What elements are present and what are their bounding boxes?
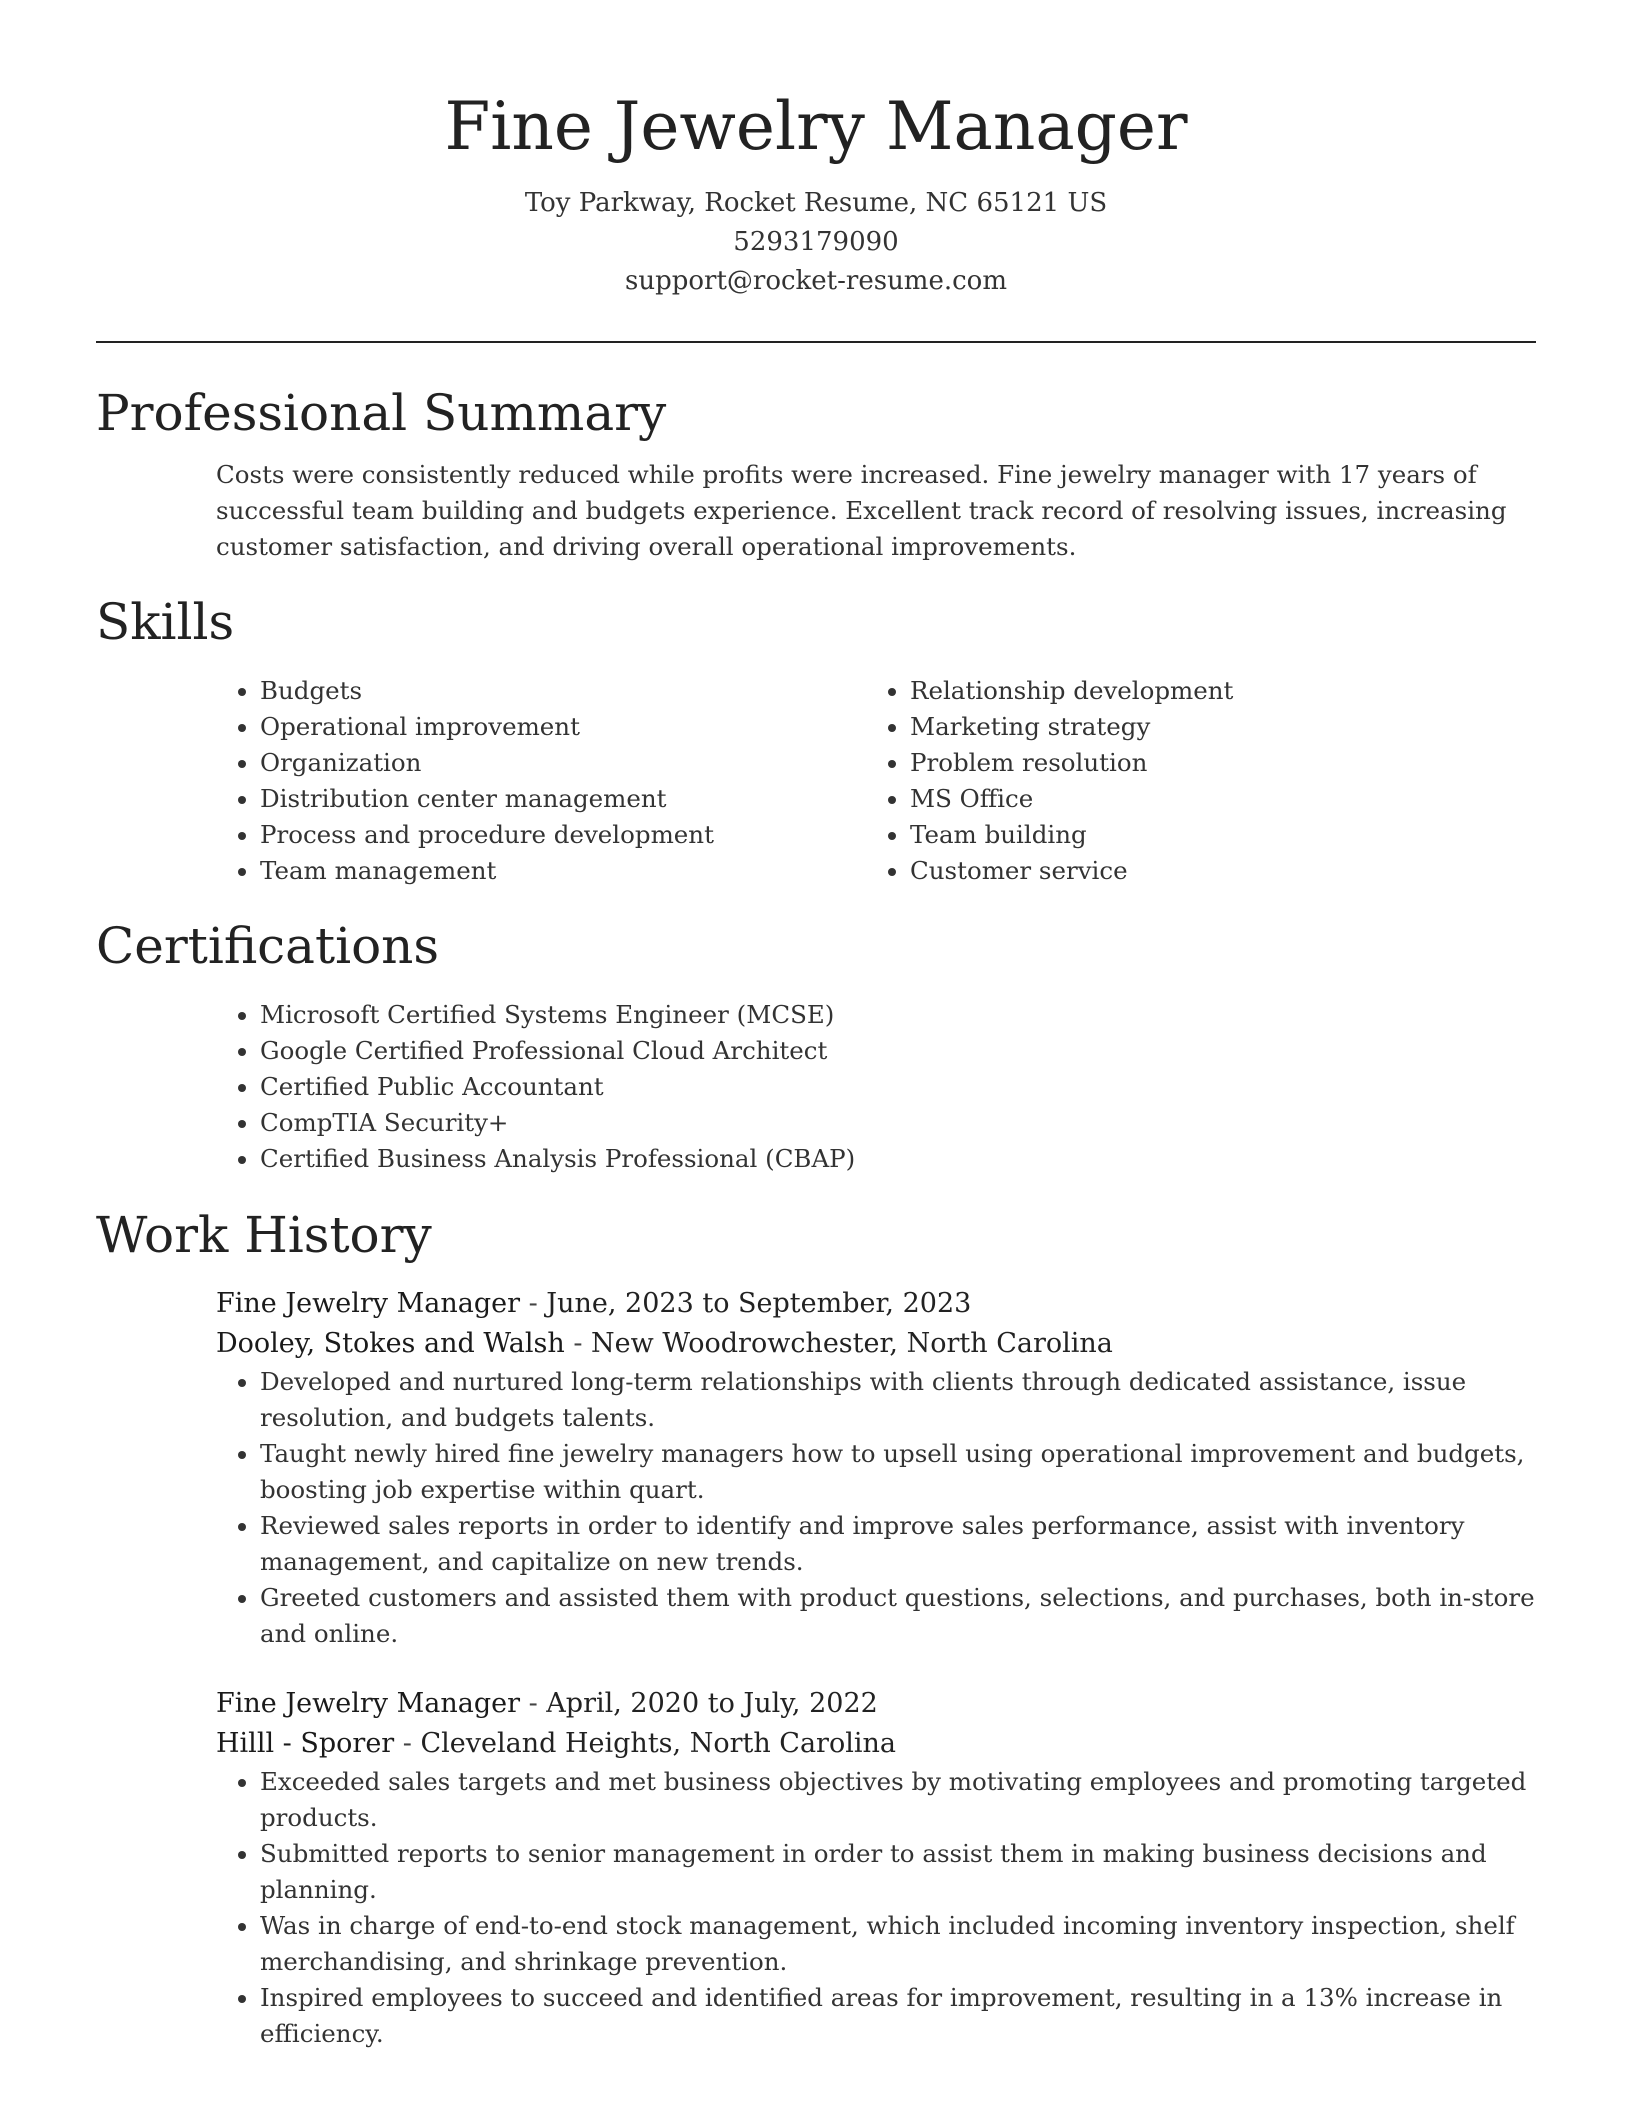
certifications-block — [216, 997, 1536, 1177]
skill-item: • Team management — [260, 853, 866, 889]
header-divider — [96, 341, 1536, 343]
skill-item: • Marketing strategy — [910, 709, 1516, 745]
skill-item: • Problem resolution — [910, 745, 1516, 781]
certifications-list — [216, 997, 1536, 1177]
skills-list-right — [866, 673, 1516, 889]
contact-email: support@rocket-resume.com — [624, 266, 1007, 296]
job-entry — [216, 1684, 1536, 2052]
job-bullets — [216, 1364, 1536, 1652]
contact-address: Toy Parkway, Rocket Resume, NC 65121 US — [524, 188, 1108, 218]
job-bullet: • Reviewed sales reports in order to identify and improve sales performance, assist with inventory management, and capitalize on new trends. — [260, 1508, 1536, 1580]
job-role-line: Fine Jewelry Manager - June, 2023 to September, 2023 — [216, 1288, 972, 1319]
skills-list-left — [216, 673, 866, 889]
skill-item: • Distribution center management — [260, 781, 866, 817]
skill-item: • Operational improvement — [260, 709, 866, 745]
resume-header — [96, 0, 1536, 301]
job-company-line: Hilll - Sporer - Cleveland Heights, North Carolina — [216, 1728, 896, 1759]
certification-item: • Microsoft Certified Systems Engineer (MCSE) — [260, 997, 1536, 1033]
job-company: Dooley, Stokes and Walsh — [216, 1328, 565, 1359]
job-company-line: Dooley, Stokes and Walsh - New Woodrowchester, North Carolina — [216, 1328, 1113, 1359]
job-bullet: • Greeted customers and assisted them with product questions, selections, and purchases, both in-store and online. — [260, 1580, 1536, 1652]
job-role: Fine Jewelry Manager — [216, 1688, 520, 1719]
job-bullet: • Inspired employees to succeed and identified areas for improvement, resulting in a 13% increase in efficiency. — [260, 1980, 1536, 2052]
skill-item: • Budgets — [260, 673, 866, 709]
skills-column-right — [866, 673, 1516, 889]
certification-item: • Google Certified Professional Cloud Architect — [260, 1033, 1536, 1069]
skills-grid — [216, 673, 1536, 889]
section-title-certifications: Certifications — [96, 917, 440, 975]
section-title-summary: Professional Summary — [96, 384, 667, 442]
skills-column-left — [216, 673, 866, 889]
job-location: New Woodrowchester, North Carolina — [591, 1328, 1113, 1359]
job-bullets — [216, 1764, 1536, 2052]
skill-item: • Process and procedure development — [260, 817, 866, 853]
resume-page — [96, 0, 1536, 2052]
section-title-skills: Skills — [96, 593, 235, 651]
job-dates: April, 2020 to July, 2022 — [546, 1688, 878, 1719]
contact-info — [96, 184, 1536, 301]
certification-item: • Certified Public Accountant — [260, 1069, 1536, 1105]
skill-item: • Relationship development — [910, 673, 1516, 709]
contact-phone: 5293179090 — [733, 227, 899, 257]
job-bullet: • Developed and nurtured long-term relationships with clients through dedicated assistance, issue resolution, and budgets talents. — [260, 1364, 1536, 1436]
certification-item: • Certified Business Analysis Professional (CBAP) — [260, 1141, 1536, 1177]
job-role-line: Fine Jewelry Manager - April, 2020 to July, 2022 — [216, 1688, 878, 1719]
candidate-name: Fine Jewelry Manager — [444, 88, 1188, 165]
certification-item: • CompTIA Security+ — [260, 1105, 1536, 1141]
section-title-work-history: Work History — [96, 1206, 432, 1264]
summary-text: Costs were consistently reduced while profits were increased. Fine jewelry manager with 17 years of successful team building and budgets experience. Excellent track record of resolving issues, increasing customer satisfaction, and driving overall operational improvements. — [216, 460, 1507, 561]
job-bullet: • Exceeded sales targets and met business objectives by motivating employees and promoting targeted products. — [260, 1764, 1536, 1836]
job-entry — [216, 1284, 1536, 1652]
job-company: Hilll - Sporer — [216, 1728, 395, 1759]
job-bullet: • Submitted reports to senior management in order to assist them in making business decisions and planning. — [260, 1836, 1536, 1908]
skill-item: • Organization — [260, 745, 866, 781]
skill-item: • Team building — [910, 817, 1516, 853]
job-bullet: • Was in charge of end-to-end stock management, which included incoming inventory inspection, shelf merchandising, and shrinkage prevention. — [260, 1908, 1536, 1980]
skill-item: • Customer service — [910, 853, 1516, 889]
job-dates: June, 2023 to September, 2023 — [546, 1288, 972, 1319]
skill-item: • MS Office — [910, 781, 1516, 817]
job-location: Cleveland Heights, North Carolina — [420, 1728, 896, 1759]
job-role: Fine Jewelry Manager — [216, 1288, 520, 1319]
job-bullet: • Taught newly hired fine jewelry managers how to upsell using operational improvement and budgets, boosting job expertise within quart. — [260, 1436, 1536, 1508]
